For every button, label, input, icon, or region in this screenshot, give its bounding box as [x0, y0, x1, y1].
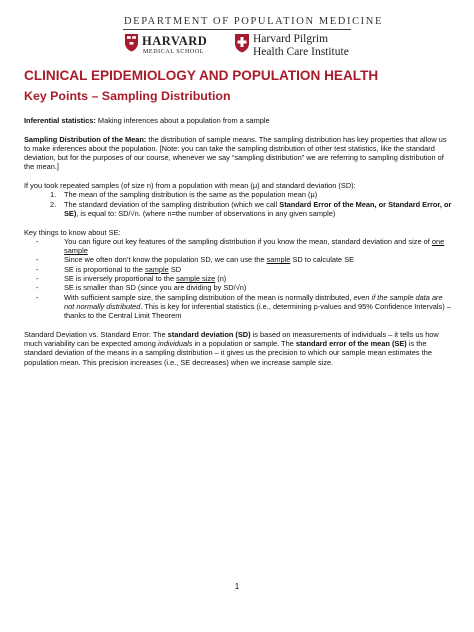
document-title: CLINICAL EPIDEMIOLOGY AND POPULATION HEALTH: [24, 68, 379, 83]
sdm-label: Sampling Distribution of the Mean:: [24, 134, 147, 144]
inferential-label: Inferential statistics:: [24, 116, 96, 125]
dash: -: [36, 236, 39, 246]
text: in a population or sample. The: [192, 339, 296, 349]
key-things-list: [24, 237, 454, 321]
key-things-intro: Key things to know about SE:: [24, 227, 121, 237]
item-number: 1.: [50, 190, 57, 200]
se-term: Standard Error of the Mean, or Standard Error, or SE): [64, 199, 452, 218]
item-text: (n): [215, 274, 227, 284]
item-number: 2.: [50, 199, 57, 209]
underlined-text: one sample: [64, 236, 445, 256]
page-number: 1: [234, 582, 240, 591]
text: is the standard deviation of the means in a sampling distribution – it gives us the precision to which our sample mean estimates the population mean. This precision increases (i.e., SE decreases) when we increase sample size.: [24, 339, 432, 367]
text: Standard Deviation vs. Standard Error: The: [24, 329, 168, 339]
harvard-name: HARVARD: [142, 34, 208, 48]
item-text: SE is proportional to the: [64, 264, 145, 274]
dash: -: [36, 283, 39, 293]
item-text: , is equal to: SD/√n. (where n=the number of observations in any given sample): [76, 208, 336, 218]
inferential-text: Making inferences about a population from a sample: [95, 116, 270, 125]
list-item: [24, 190, 454, 199]
sampling-distribution-paragraph: [24, 135, 454, 172]
department-name: DEPARTMENT OF POPULATION MEDICINE: [124, 16, 383, 27]
item-text: The standard deviation of the sampling distribution (which we call: [64, 199, 280, 209]
item-text: . This is key for inferential statistics (i.e., determining p-values and 95% Confidence Intervals) – thanks to the Central Limit Theorem: [64, 301, 451, 321]
dash: -: [36, 264, 39, 274]
italic-text: individuals: [157, 339, 193, 349]
pilgrim-shield-icon: [234, 33, 250, 53]
repeated-samples-list: [24, 190, 454, 218]
list-item: [24, 293, 454, 321]
item-text: SE is inversely proportional to the: [64, 274, 177, 284]
italic-text: even if the sample data are not normally distributed: [64, 292, 443, 311]
sd-vs-se-paragraph: [24, 330, 454, 367]
underlined-text: sample size: [176, 274, 216, 284]
header-rule: [123, 29, 351, 30]
item-text: With sufficient sample size, the sampling distribution of the mean is normally distributed,: [64, 292, 354, 302]
list-item: [24, 255, 454, 264]
dash: -: [36, 255, 39, 265]
repeated-samples-intro: If you took repeated samples (of size n) from a population with mean (μ) and standard deviation (SD):: [24, 181, 356, 191]
text: is based on measurements of individuals – it tells us how much variability can be expected among: [24, 329, 439, 349]
list-item: [24, 283, 454, 292]
pilgrim-name: Harvard Pilgrim: [253, 33, 329, 45]
bold-term: standard deviation (SD): [167, 329, 251, 339]
list-item: [24, 237, 454, 256]
page-header: [0, 0, 474, 62]
dash: -: [36, 292, 39, 302]
list-item: [24, 265, 454, 274]
document-subtitle: Key Points – Sampling Distribution: [24, 89, 231, 103]
harvard-shield-icon: [124, 33, 139, 52]
dash: -: [36, 274, 39, 284]
underlined-text: sample: [144, 264, 169, 274]
item-text: You can figure out key features of the sampling distribution if you know the mean, standard deviation and size of: [64, 236, 432, 246]
list-item: [24, 274, 454, 283]
harvard-medical-school: MEDICAL SCHOOL: [143, 49, 205, 55]
item-text: SD to calculate SE: [290, 255, 355, 265]
list-item: [24, 200, 454, 219]
inferential-paragraph: [24, 116, 454, 125]
bold-term: standard error of the mean (SE): [295, 339, 407, 349]
item-text: Since we often don’t know the population SD, we can use the: [64, 255, 267, 265]
sdm-text: the distribution of sample means. The sampling distribution has key properties that allow us to make inferences about the population. [Note: you can take the sampling distribution of other test statistics, like the standard deviation, but for the purposes of our course, whenever we say “sampling distribution” we are referring to sampling distribution of the mean.]: [24, 134, 447, 172]
item-text: SD: [168, 264, 182, 274]
document-body: [24, 116, 454, 376]
item-text: The mean of the sampling distribution is the same as the population mean (μ): [64, 190, 318, 200]
pilgrim-institute: Health Care Institute: [253, 46, 349, 58]
item-text: SE is smaller than SD (since you are dividing by SD/√n): [64, 283, 247, 293]
underlined-text: sample: [266, 255, 291, 265]
